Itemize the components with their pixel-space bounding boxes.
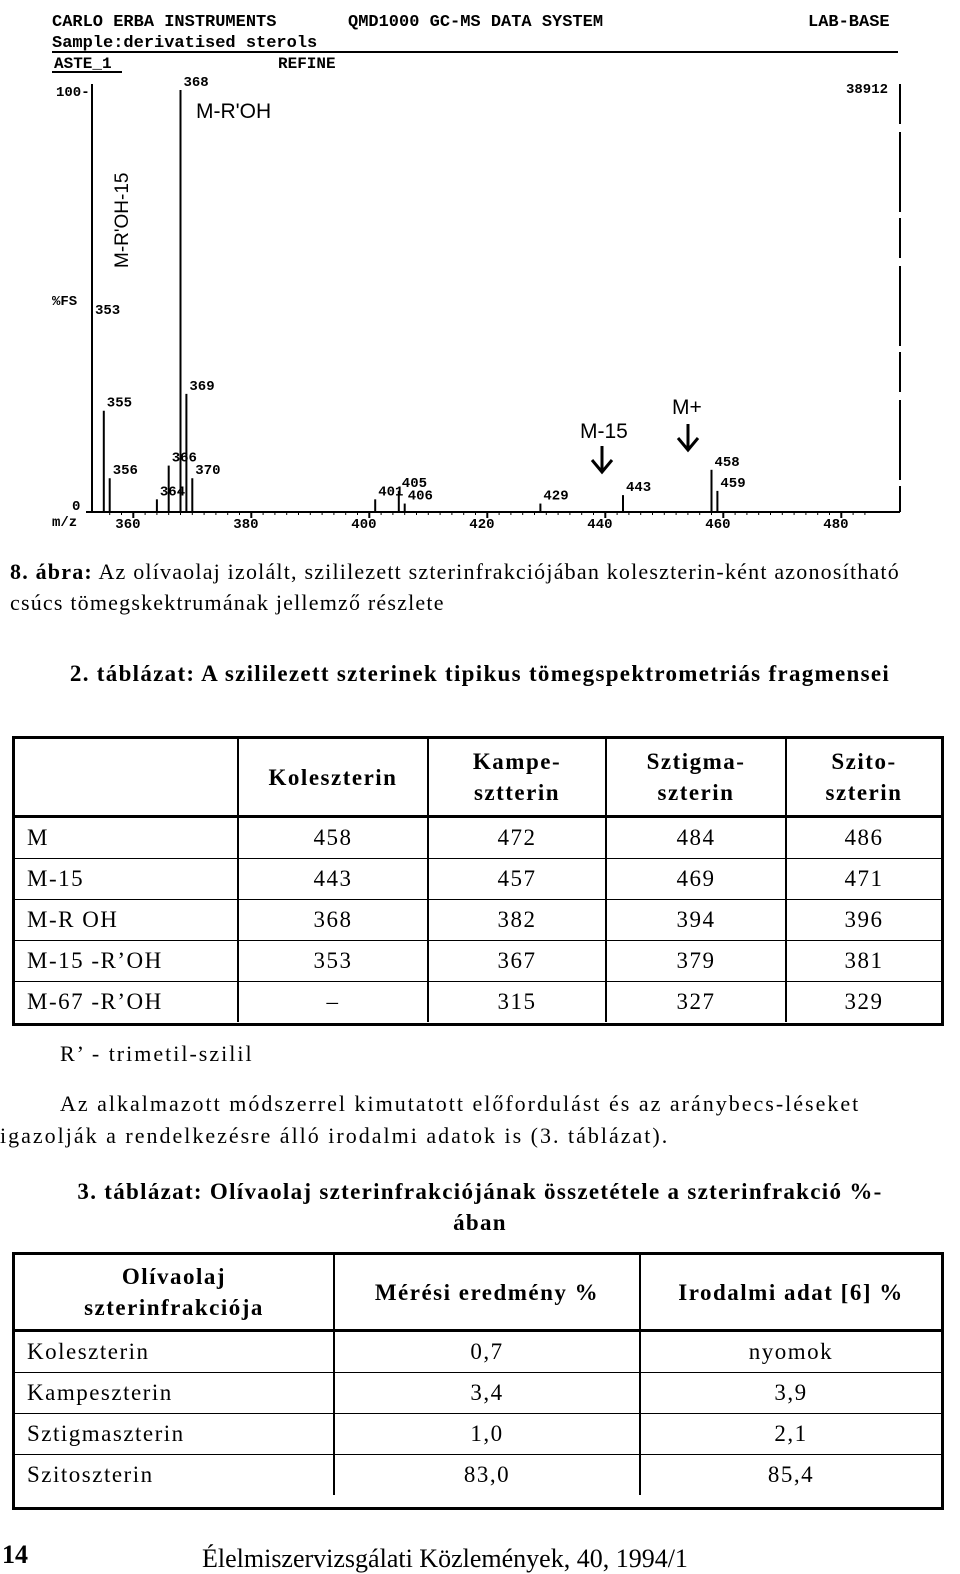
y-unit: %FS bbox=[52, 294, 78, 310]
table2-header-1: Koleszterin bbox=[238, 739, 428, 817]
peak-label-459: 459 bbox=[720, 475, 746, 492]
peak-label-429: 429 bbox=[543, 488, 569, 505]
x-tick-label: 480 bbox=[823, 517, 849, 533]
x-tick-label: 440 bbox=[587, 517, 613, 533]
body-paragraph: Az alkalmazott módszerrel kimutatott előfordulást és az aránybecs-léseket igazolják a rendelkezésre álló irodalmi adatok is (3. táblázat). bbox=[0, 1091, 861, 1148]
arrow-m15-icon bbox=[592, 446, 612, 472]
header-right: LAB-BASE bbox=[808, 13, 890, 32]
peak-label-370: 370 bbox=[195, 463, 221, 480]
peak-label-368: 368 bbox=[183, 75, 209, 91]
table-cell: 0,7 bbox=[334, 1331, 640, 1373]
header-mid: QMD1000 GC-MS DATA SYSTEM bbox=[348, 13, 604, 32]
table-cell: 443 bbox=[238, 859, 428, 900]
table-cell: Kampeszterin bbox=[15, 1373, 334, 1414]
refine-label: REFINE bbox=[278, 55, 336, 73]
table-row bbox=[15, 1331, 941, 1373]
annotation-m15: M-15 bbox=[580, 420, 628, 443]
header-left: CARLO ERBA INSTRUMENTS bbox=[52, 13, 277, 32]
table3-header-1: Mérési eredmény % bbox=[334, 1255, 640, 1331]
table-cell: 486 bbox=[786, 817, 941, 859]
y-zero: 0 bbox=[72, 499, 81, 515]
table2-header-2: Kampe-sztterin bbox=[428, 739, 606, 817]
table-cell: 396 bbox=[786, 900, 941, 941]
table-row bbox=[15, 859, 941, 900]
table-cell: M-15 -R’OH bbox=[15, 941, 238, 982]
y-top-label: 100- bbox=[56, 85, 90, 101]
table3-title: 3. táblázat: Olívaolaj szterinfrakciójának összetétele a szterinfrakció %-ában bbox=[77, 1179, 883, 1235]
table-row bbox=[15, 1414, 941, 1455]
annotation-mroh15: M-R'OH-15 bbox=[112, 172, 133, 268]
x-tick-label: 380 bbox=[233, 517, 259, 533]
table-cell: Sztigmaszterin bbox=[15, 1414, 334, 1455]
peak-label-406: 406 bbox=[407, 488, 433, 505]
table3 bbox=[12, 1252, 944, 1510]
table-cell: 381 bbox=[786, 941, 941, 982]
table-row bbox=[15, 982, 941, 1023]
table-cell: 3,9 bbox=[640, 1373, 941, 1414]
table-cell: 83,0 bbox=[334, 1455, 640, 1496]
x-tick-label: 360 bbox=[115, 517, 141, 533]
table-row bbox=[15, 941, 941, 982]
table3-header-0: Olívaolaj szterinfrakciója bbox=[15, 1255, 334, 1331]
table2-header-0 bbox=[15, 739, 238, 817]
journal-reference: Élelmiszervizsgálati Közlemények, 40, 1994/1 bbox=[202, 1544, 688, 1573]
x-unit: m/z bbox=[52, 515, 78, 531]
table2-header-4: Szito-szterin bbox=[786, 739, 941, 817]
x-tick-group bbox=[110, 512, 865, 533]
x-tick-label: 420 bbox=[469, 517, 495, 533]
table3-grid bbox=[15, 1255, 941, 1495]
figure-caption-label: 8. ábra: bbox=[10, 559, 93, 584]
table-row bbox=[15, 1455, 941, 1496]
table-cell: 3,4 bbox=[334, 1373, 640, 1414]
table-cell: 471 bbox=[786, 859, 941, 900]
arrow-mplus-icon bbox=[678, 424, 698, 450]
table-cell: M-R OH bbox=[15, 900, 238, 941]
table-cell: 367 bbox=[428, 941, 606, 982]
table-cell: 469 bbox=[606, 859, 786, 900]
table-cell: 85,4 bbox=[640, 1455, 941, 1496]
annotation-mroh: M-R'OH bbox=[196, 100, 272, 123]
peak-label-364: 364 bbox=[159, 484, 186, 501]
peak-label-405: 405 bbox=[401, 475, 428, 492]
table-row bbox=[15, 817, 941, 859]
table-cell: 1,0 bbox=[334, 1414, 640, 1455]
peak-label-458: 458 bbox=[714, 454, 740, 471]
table-cell: Szitoszterin bbox=[27, 1462, 154, 1487]
table-cell: 379 bbox=[606, 941, 786, 982]
table-row bbox=[15, 1373, 941, 1414]
table2-grid bbox=[15, 739, 941, 1022]
y-max-count: 38912 bbox=[846, 82, 889, 98]
table-cell: 394 bbox=[606, 900, 786, 941]
peak-label-366: 366 bbox=[171, 450, 197, 467]
table-cell: 457 bbox=[428, 859, 606, 900]
table-cell: 329 bbox=[786, 982, 941, 1023]
figure-caption-text: Az olívaolaj izolált, szililezett szterinfrakciójában koleszterin-ként azonosítható csúcs tömegskektrumának jellemző részlete bbox=[10, 559, 900, 615]
table-cell: M-67 -R’OH bbox=[27, 989, 163, 1014]
table-cell: 472 bbox=[428, 817, 606, 859]
table-cell: 484 bbox=[606, 817, 786, 859]
aste-label: ASTE_1 bbox=[54, 55, 112, 73]
table-cell: Koleszterin bbox=[15, 1331, 334, 1373]
annotation-mplus: M+ bbox=[672, 396, 702, 419]
table-cell: 2,1 bbox=[640, 1414, 941, 1455]
x-tick-label: 460 bbox=[705, 517, 731, 533]
peak-label-369: 369 bbox=[189, 378, 215, 395]
table2-title: 2. táblázat: A szililezett szterinek tipikus tömegspektrometriás fragmensei bbox=[69, 661, 891, 686]
peak-label-443: 443 bbox=[626, 480, 652, 497]
table-cell: 368 bbox=[238, 900, 428, 941]
table-cell: 327 bbox=[606, 982, 786, 1023]
peak-group bbox=[92, 75, 746, 512]
mass-spectrum-chart bbox=[0, 0, 960, 540]
table-cell: 382 bbox=[428, 900, 606, 941]
peak-label-353: 353 bbox=[95, 302, 121, 319]
page-number: 14 bbox=[2, 1540, 28, 1569]
table-cell: M bbox=[15, 817, 238, 859]
table-cell: – bbox=[238, 982, 428, 1023]
table2-footnote: R’ - trimetil-szilil bbox=[60, 1041, 254, 1066]
peak-label-355: 355 bbox=[106, 395, 133, 412]
table-row bbox=[15, 900, 941, 941]
table-cell: 353 bbox=[238, 941, 428, 982]
table-cell: M-15 bbox=[15, 859, 238, 900]
peak-label-356: 356 bbox=[112, 463, 138, 480]
sample-label: Sample:derivatised sterols bbox=[52, 34, 318, 53]
table3-header-2: Irodalmi adat [6] % bbox=[640, 1255, 941, 1331]
table2-header-3: Sztigma-szterin bbox=[606, 739, 786, 817]
peak-label-401: 401 bbox=[378, 484, 404, 501]
table-cell: 458 bbox=[238, 817, 428, 859]
table2 bbox=[12, 736, 944, 1026]
figure-caption bbox=[10, 556, 950, 618]
table-cell: 315 bbox=[428, 982, 606, 1023]
x-tick-label: 400 bbox=[351, 517, 377, 533]
table-cell: nyomok bbox=[640, 1331, 941, 1373]
